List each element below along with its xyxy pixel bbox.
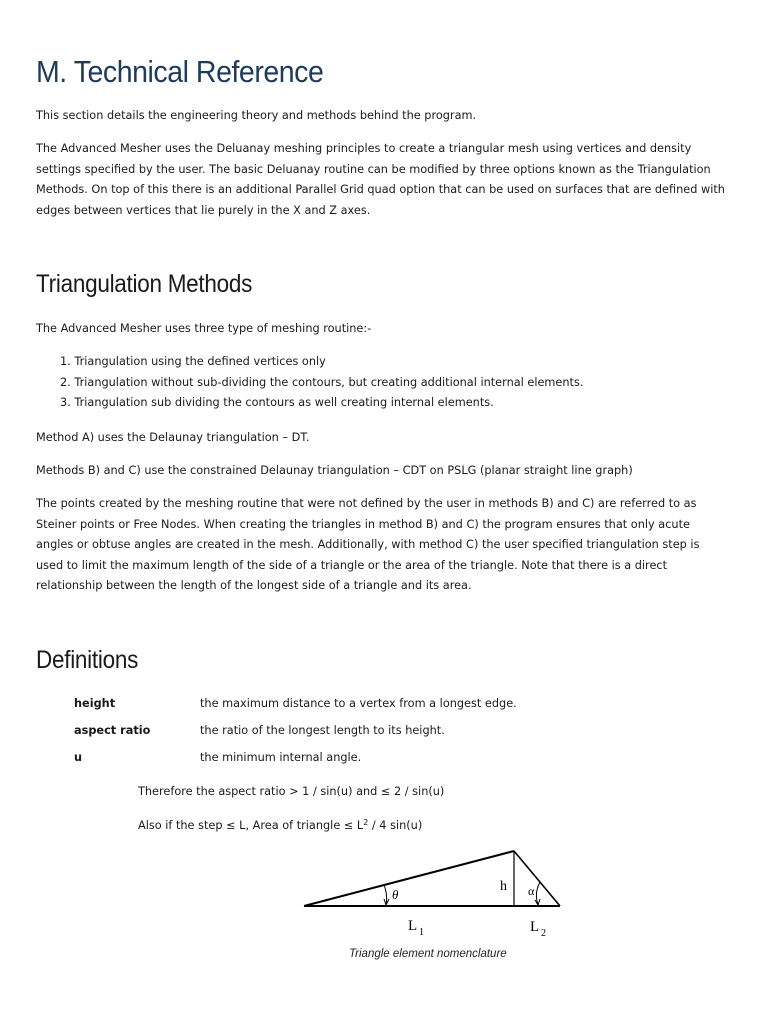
methods-bc-paragraph: Methods B) and C) use the constrained Delaunay triangulation – CDT on PSLG (planar straight line graph) [36,464,633,477]
l1-subscript: 1 [419,927,424,938]
definitions-heading: Definitions [36,646,139,674]
area-formula [138,818,422,832]
short-side-edge [514,851,560,906]
page-title: M. Technical Reference [36,54,324,89]
definition-row [74,697,517,710]
l2-subscript: 2 [541,928,546,939]
definition-term: height [74,697,116,710]
overview-paragraph: The Advanced Mesher uses the Deluanay meshing principles to create a triangular mesh using vertices and density settings specified by the user. The basic Deluanay routine can be modified by three options known as the Triangulation Methods. On top of this there is an additional Parallel Grid quad option that can be used on surfaces that are defined with edges between vertices that lie purely in the X and Z axes. [36,142,725,217]
l1-label: L [408,918,418,934]
alpha-label: α [528,884,535,898]
list-item: 2. Triangulation without sub-dividing the contours, but creating additional internal elements. [60,375,584,389]
area-formula-prefix: Also if the step ≤ L, Area of triangle ≤ L [138,819,364,832]
figure-caption: Triangle element nomenclature [349,948,507,960]
area-formula-exponent: 2 [363,818,369,827]
triangle-diagram [300,845,570,940]
area-formula-suffix: / 4 sin(u) [368,819,423,832]
triangulation-lead: The Advanced Mesher uses three type of meshing routine:- [36,322,372,335]
definition-term: u [74,751,83,764]
l2-label: L [530,919,540,935]
definition-row [74,751,361,764]
long-side-edge [304,851,514,906]
definition-text: the minimum internal angle. [200,751,362,764]
aspect-ratio-formula: Therefore the aspect ratio > 1 / sin(u) and ≤ 2 / sin(u) [138,785,445,798]
list-item: 3. Triangulation sub dividing the contours as well creating internal elements. [60,396,494,410]
intro-paragraph: This section details the engineering theory and methods behind the program. [36,109,477,122]
method-list [60,352,583,414]
definition-text: the maximum distance to a vertex from a longest edge. [200,697,517,710]
list-item: 1. Triangulation using the defined vertices only [60,355,326,368]
method-a-paragraph: Method A) uses the Delaunay triangulation – DT. [36,431,310,444]
theta-label: θ [392,887,399,902]
height-label: h [500,879,507,894]
definition-row [74,724,445,737]
definition-term: aspect ratio [74,724,151,737]
triangulation-heading: Triangulation Methods [36,270,253,298]
steiner-paragraph: The points created by the meshing routine that were not defined by the user in methods B) and C) are referred to as Steiner points or Free Nodes. When creating the triangles in method B) and C) the program ensures that only acute angles or obtuse angles are created in the mesh. Additionally, with method C) the user specified triangulation step is used to limit the maximum length of the side of a triangle or the area of the triangle. Note that there is a direct relationship between the length of the longest side of a triangle and its area. [36,497,700,593]
definition-text: the ratio of the longest length to its height. [200,724,445,737]
